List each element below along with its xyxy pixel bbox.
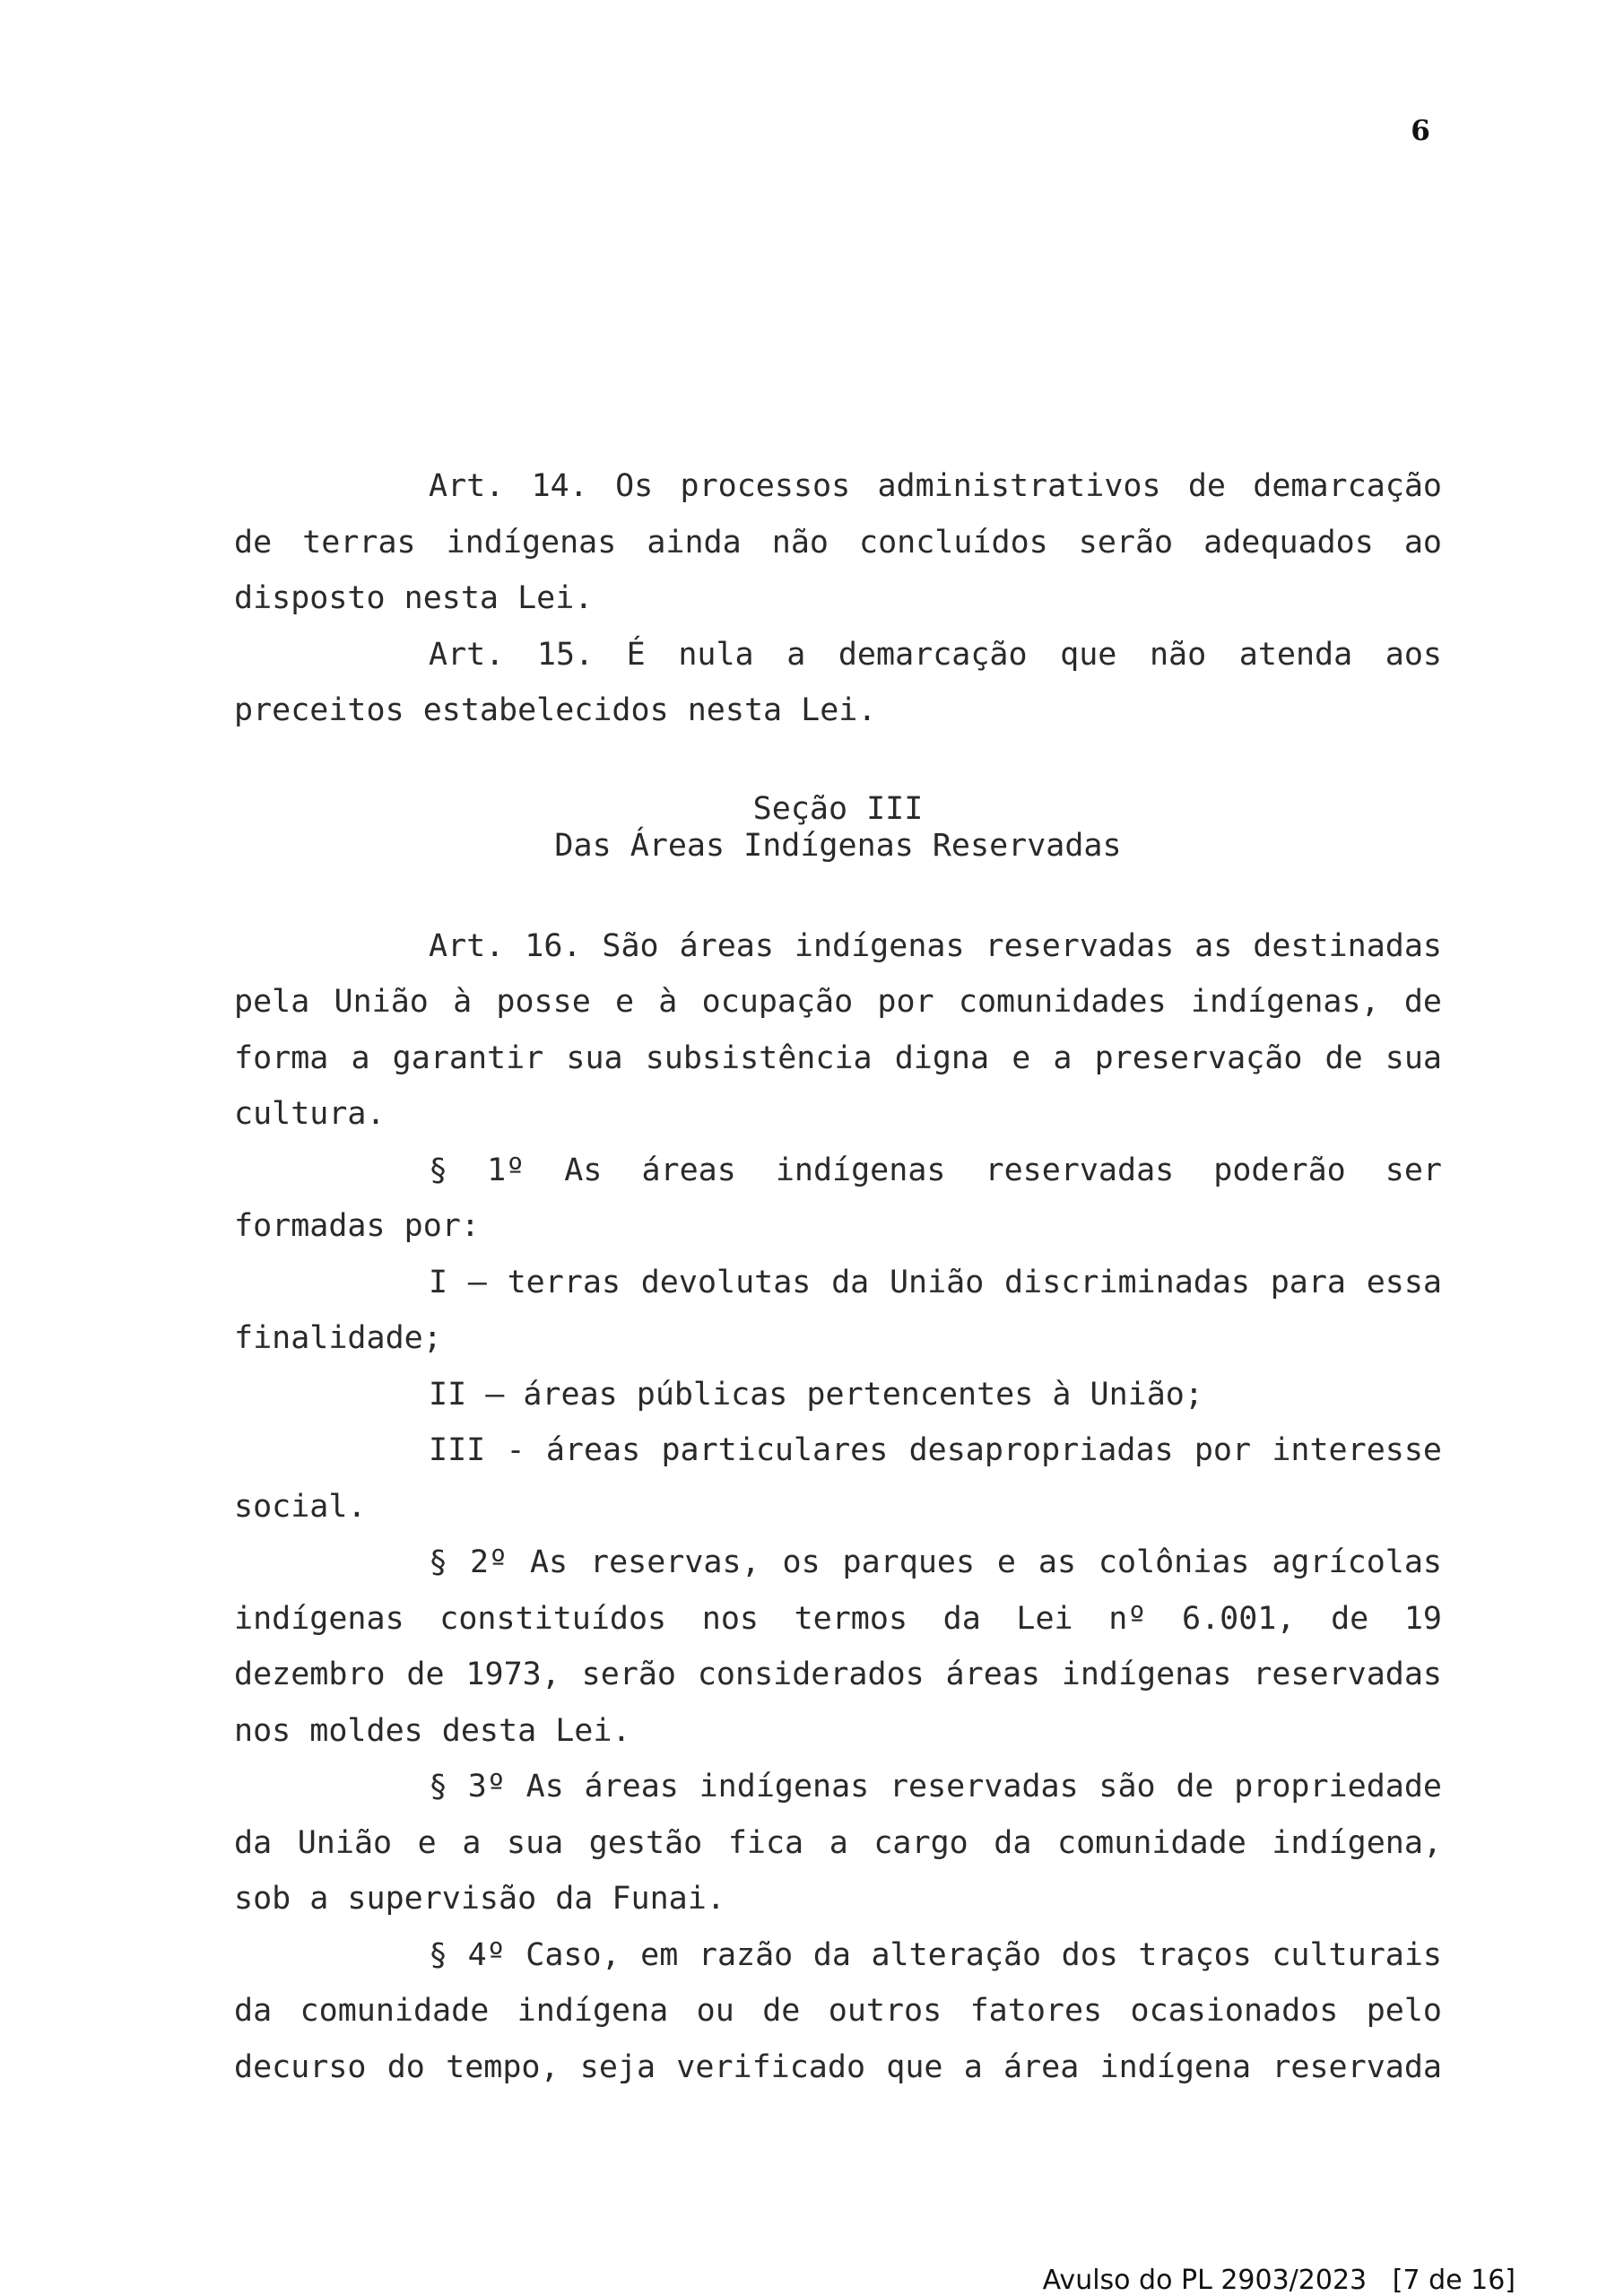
section-title: Seção III [752, 790, 924, 827]
document-body [234, 458, 1442, 2095]
section-subtitle: Das Áreas Indígenas Reservadas [554, 827, 1122, 864]
footer-note [942, 2265, 1515, 2296]
item-iii: III - áreas particulares desapropriadas por interesse social. [234, 1432, 1442, 1525]
item-ii: II – áreas públicas pertencentes à União; [429, 1376, 1203, 1413]
section-heading [234, 791, 1442, 865]
paragraph-1: § 1º As áreas indígenas reservadas poderão ser formadas por: [234, 1152, 1442, 1244]
art-15-paragraph: Art. 15. É nula a demarcação que não atenda aos preceitos estabelecidos nesta Lei. [234, 636, 1442, 728]
paragraph-4: § 4º Caso, em razão da alteração dos traços culturais da comunidade indígena ou de outros fatores ocasionados pelo decurso do tempo, seja verificado que a área indígena reservada [234, 1936, 1442, 2085]
page-number: 6 [1411, 115, 1430, 147]
item-i: I – terras devolutas da União discriminadas para essa finalidade; [234, 1264, 1442, 1356]
art-16-paragraph: Art. 16. São áreas indígenas reservadas as destinadas pela União à posse e à ocupação por comunidades indígenas, de forma a garantir sua subsistência digna e a preservação de sua cultura. [234, 927, 1442, 1132]
art-14-paragraph: Art. 14. Os processos administrativos de demarcação de terras indígenas ainda não concluídos serão adequados ao disposto nesta Lei. [234, 468, 1442, 616]
footer-label: Avulso do PL 2903/2023 [1042, 2265, 1368, 2296]
paragraph-2: § 2º As reservas, os parques e as colônias agrícolas indígenas constituídos nos termos da Lei nº 6.001, de 19 dezembro de 1973, serão considerados áreas indígenas reservadas nos moldes desta Lei. [234, 1544, 1442, 1749]
paragraph-3: § 3º As áreas indígenas reservadas são de propriedade da União e a sua gestão fica a cargo da comunidade indígena, sob a supervisão da Funai. [234, 1769, 1442, 1917]
footer-page-ref: [7 de 16] [1392, 2265, 1515, 2296]
